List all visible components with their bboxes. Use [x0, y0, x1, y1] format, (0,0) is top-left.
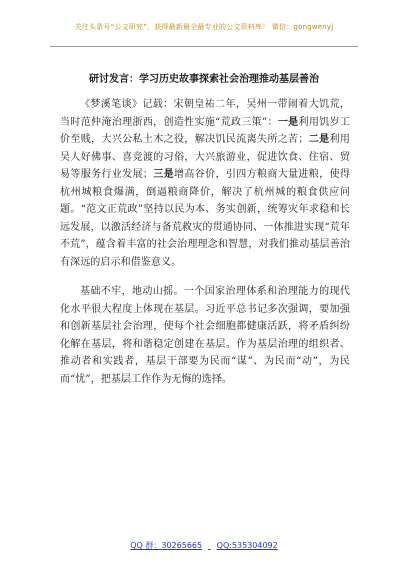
paragraph-1-text-b: 利用饥岁工价至贱，大兴公私土木之役，解决饥民流离失所之苦；	[60, 116, 351, 145]
paragraph-1-text-c: 利用吴人好佛事、喜竞渡的习俗，大兴旅游业，促进饮食、住宿、贸易等服务行业发展；	[60, 134, 350, 180]
footer-qq[interactable]: QQ:535304092	[216, 541, 278, 550]
point-1-marker: 一是	[277, 116, 299, 128]
paragraph-1-text-a: 《梦溪笔谈》记载：宋朝皇祐二年，吴州一带闹着大饥荒，当时范仲淹治理浙西，创造性实施“荒政三策”：	[60, 99, 350, 128]
document-title: 研讨发言：学习历史故事探索社会治理推动基层善治	[89, 74, 319, 85]
document-body	[60, 96, 350, 400]
paragraph-1-text-d: 增高谷价，引四方粮商大量进粮，使得杭州城粮食爆满，倒逼粮商降价，解决了杭州城的粮食供应问题。“范文正荒政”坚持以民为本、务实创新，统筹灾年求稳和长远发展，以激活经济与备荒救灾的贯通协同、一体推进实现“荒年不荒”，蕴含着丰富的社会治理理念和智慧，对我们推动基层善治有深远的启示和借鉴意义。	[60, 169, 350, 268]
header-divider	[50, 46, 358, 47]
paragraph-1	[60, 96, 350, 271]
footer-qq-group[interactable]: QQ 群：30265665	[130, 541, 203, 550]
header-banner: 关注头条号“公文研究”，获得最新最全最专业的公文资料库！ 微信：gongwenyj	[74, 23, 334, 31]
point-3-marker: 三是	[153, 169, 175, 180]
point-2-marker: 二是	[308, 134, 330, 145]
paragraph-2: 基础不牢，地动山摇。一个国家治理体系和治理能力的现代化水平很大程度上体现在基层。习近平总书记多次强调，要加强和创新基层社会治理，使每个社会细胞都健康活跃，将矛盾纠纷化解在基层，将和谐稳定创建在基层。作为基层治理的组织者、推动者和实践者，基层干部要为民而“谋”、为民而“动”，为民而“忧”，把基层工作作为无悔的选择。	[60, 286, 350, 385]
footer-contact	[0, 540, 408, 551]
